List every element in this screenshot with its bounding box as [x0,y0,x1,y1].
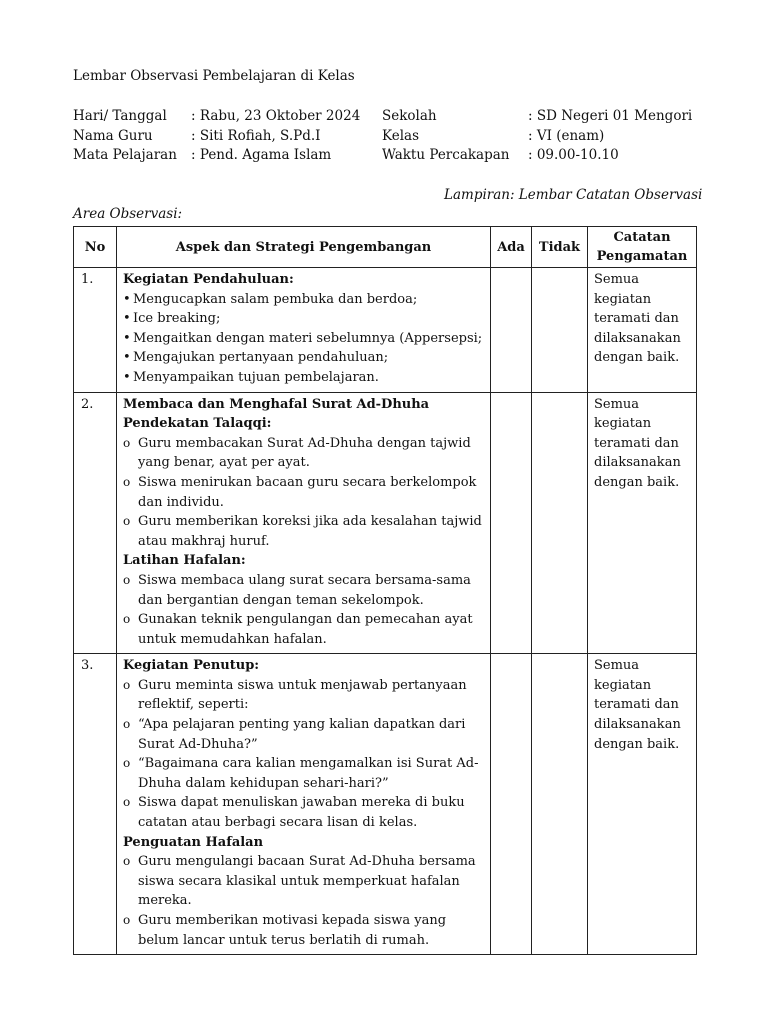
area-label: Area Observasi: [73,206,183,222]
ada-cell [491,268,532,393]
header-tidak: Tidak [532,227,588,268]
row-number: 2. [74,392,117,654]
catatan-line: kegiatan [594,291,652,307]
document-title: Lembar Observasi Pembelajaran di Kelas [73,68,355,84]
list-item: • Ice breaking; [123,309,486,329]
meta-label: Sekolah [382,108,437,124]
meta-value: : Siti Rofiah, S.Pd.I [191,127,321,144]
tidak-cell [532,654,588,955]
meta-row-hari [73,107,360,127]
list-item: • Mengaitkan dengan materi sebelumnya (Appersepsi; [123,329,486,349]
meta-label: Nama Guru [73,127,153,144]
meta-row-waktu [382,146,692,166]
catatan-cell [588,392,697,654]
row-aspek [117,268,491,393]
ada-cell [491,392,532,654]
row-number: 3. [74,654,117,955]
list-item: • Mengajukan pertanyaan pendahuluan; [123,348,486,368]
catatan-line: Semua [594,658,640,674]
header-catatan [588,227,697,268]
meta-label: Kelas [382,127,420,144]
list-item: o Guru memberikan motivasi kepada siswa yang belum lancar untuk terus berlatih di rumah. [123,911,486,950]
meta-right [382,107,692,166]
list-item: o “Apa pelajaran penting yang kalian dapatkan dari Surat Ad-Dhuha?” [123,715,486,754]
meta-row-guru [73,127,360,147]
row-heading: Kegiatan Penutup: [123,658,260,674]
catatan-line: dengan baik. [594,736,680,752]
meta-left [73,107,360,166]
list-item: • Menyampaikan tujuan pembelajaran. [123,368,486,388]
meta-value: : 09.00-10.10 [528,147,619,163]
meta-row-kelas [382,127,692,147]
list-item: o Guru membacakan Surat Ad-Dhuha dengan tajwid yang benar, ayat per ayat. [123,434,486,473]
bullet-list [123,290,486,388]
header-aspek: Aspek dan Strategi Pengembangan [117,227,491,268]
row-subheading: Pendekatan Talaqqi: [123,416,272,432]
circle-list [123,676,486,833]
catatan-line: dengan baik. [594,350,680,366]
header-catatan-line1: Catatan [613,230,671,245]
meta-value: : Rabu, 23 Oktober 2024 [191,108,361,124]
catatan-cell [588,654,697,955]
list-item: o Guru meminta siswa untuk menjawab pertanyaan reflektif, seperti: [123,676,486,715]
circle-list [123,852,486,950]
catatan-line: dilaksanakan [594,455,681,471]
row-heading: Kegiatan Pendahuluan: [123,272,294,287]
catatan-line: dilaksanakan [594,717,681,733]
list-item: o “Bagaimana cara kalian mengamalkan isi Surat Ad-Dhuha dalam kehidupan sehari-hari?” [123,754,486,793]
tidak-cell [532,392,588,654]
row-heading: Membaca dan Menghafal Surat Ad-Dhuha [123,396,430,412]
list-item: o Siswa membaca ulang surat secara bersama-sama dan bergantian dengan teman sekelompok. [123,571,486,610]
meta-label: Waktu Percakapan [382,147,510,163]
header-catatan-line2: Pengamatan [596,249,688,264]
meta-value: : Pend. Agama Islam [191,147,332,163]
meta-value: : VI (enam) [528,127,605,144]
header-ada: Ada [491,227,532,268]
list-item: o Guru mengulangi bacaan Surat Ad-Dhuha bersama siswa secara klasikal untuk memperkuat hafalan mereka. [123,852,486,911]
meta-label: Mata Pelajaran [73,147,177,163]
meta-label: Hari/ Tanggal [73,108,167,124]
list-item: • Mengucapkan salam pembuka dan berdoa; [123,290,486,310]
table-header-row [74,227,697,268]
catatan-line: Semua [594,396,640,412]
meta-row-sekolah [382,107,692,127]
table-row [74,268,697,393]
catatan-line: teramati dan [594,311,679,327]
header-no: No [74,227,117,268]
list-item: o Siswa dapat menuliskan jawaban mereka di buku catatan atau berbagi secara lisan di kelas. [123,793,486,832]
table-row [74,392,697,654]
row-subheading: Latihan Hafalan: [123,553,246,569]
catatan-cell [588,268,697,393]
row-aspek [117,392,491,654]
list-item: o Siswa menirukan bacaan guru secara berkelompok dan individu. [123,473,486,512]
row-subheading: Penguatan Hafalan [123,834,264,850]
ada-cell [491,654,532,955]
row-number: 1. [74,268,117,393]
circle-list [123,571,486,649]
catatan-line: kegiatan [594,416,652,432]
catatan-line: teramati dan [594,697,679,713]
catatan-line: dengan baik. [594,474,680,490]
catatan-line: dilaksanakan [594,330,681,346]
meta-row-mapel [73,146,360,166]
circle-list [123,434,486,552]
catatan-line: teramati dan [594,435,679,451]
catatan-line: Semua [594,272,640,287]
list-item: o Guru memberikan koreksi jika ada kesalahan tajwid atau makhraj huruf. [123,512,486,551]
observation-table [73,226,697,955]
catatan-line: kegiatan [594,677,652,693]
tidak-cell [532,268,588,393]
row-aspek [117,654,491,955]
list-item: o Gunakan teknik pengulangan dan pemecahan ayat untuk memudahkan hafalan. [123,610,486,649]
meta-value: : SD Negeri 01 Mengori [528,108,693,124]
lampiran-note: Lampiran: Lembar Catatan Observasi [444,187,703,203]
table-row [74,654,697,955]
